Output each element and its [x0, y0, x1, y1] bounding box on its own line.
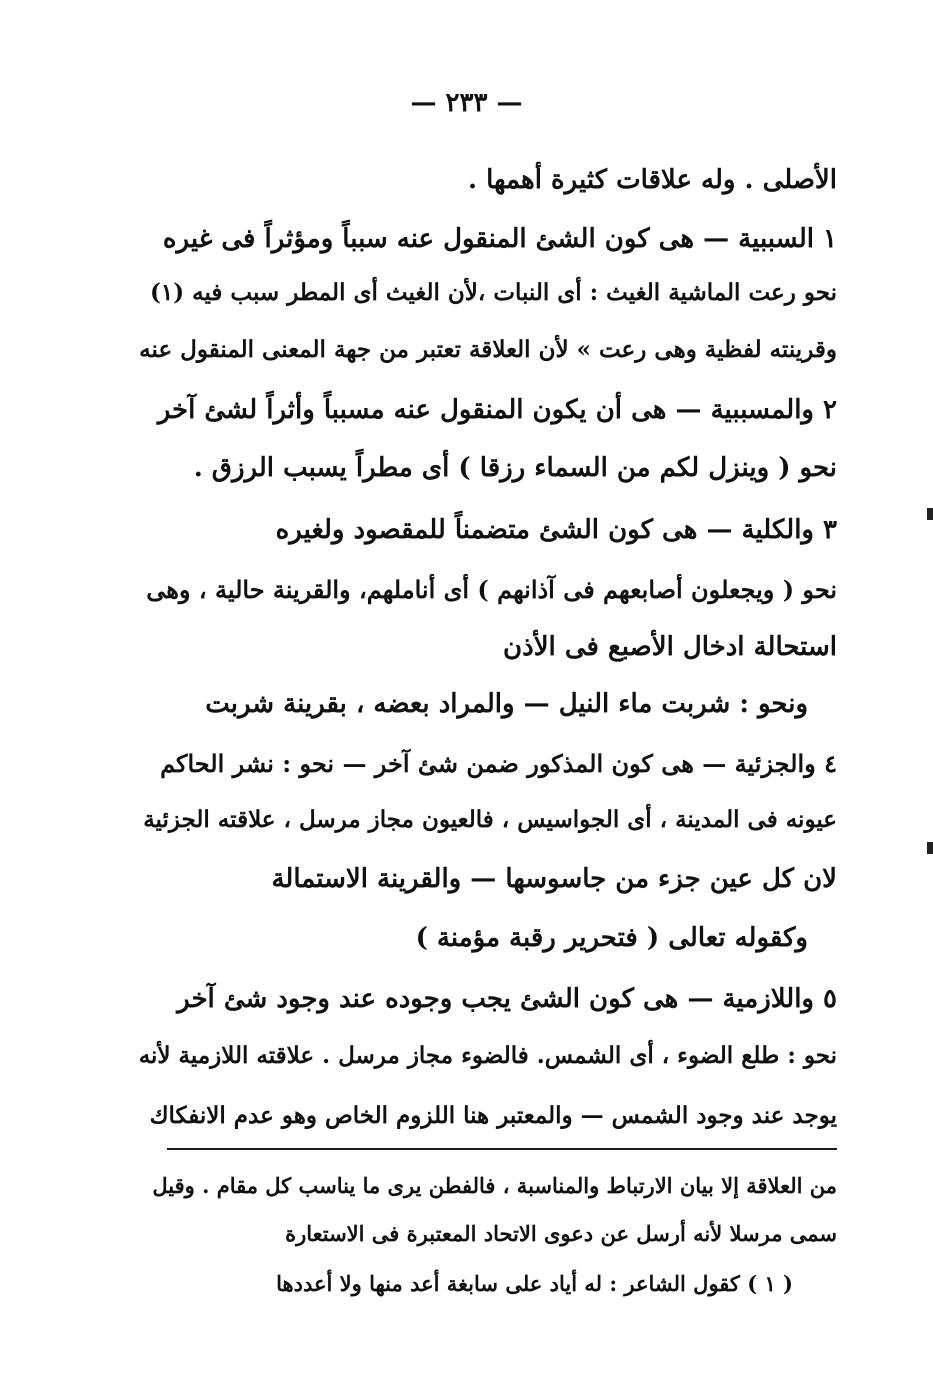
page-edge-mark: [927, 842, 933, 854]
body-line: وكقوله تعالى ( فتحرير رقبة مؤمنة ): [415, 923, 808, 953]
body-line: نحو ( وينزل لكم من السماء رزقا ) أى مطراً يسبب الرزق .: [193, 453, 837, 483]
body-line: نحو : طلع الضوء ، أى الشمس. فالضوء مجاز مرسل . علاقته اللازمية لأنه: [138, 1042, 837, 1069]
body-line: ٣ والكلية — هى كون الشئ متضمناً للمقصود ولغيره: [275, 515, 837, 545]
footnote-line: سمى مرسلا لأنه أرسل عن دعوى الاتحاد المعتبرة فى الاستعارة: [285, 1221, 837, 1246]
body-line: لان كل عين جزء من جاسوسها — والقرينة الاستمالة: [271, 864, 837, 894]
body-line: عيونه فى المدينة ، أى الجواسيس ، فالعيون مجاز مرسل ، علاقته الجزئية: [143, 806, 837, 833]
body-line: ٤ والجزئية — هى كون المذكور ضمن شئ آخر — نحو : نشر الحاكم: [160, 749, 837, 778]
footnote-separator: [167, 1148, 837, 1150]
body-line: نحو ( ويجعلون أصابعهم فى آذانهم ) أى أناملهم، والقرينة حالية ، وهى: [146, 575, 837, 604]
body-line: ونحو : شربت ماء النيل — والمراد بعضه ، بقرينة شربت: [205, 689, 808, 719]
page-edge-mark: [927, 508, 933, 520]
body-line: يوجد عند وجود الشمس — والمعتبر هنا اللزوم الخاص وهو عدم الانفكاك: [149, 1102, 837, 1129]
body-line: نحو رعت الماشية الغيث : أى النبات ،لأن الغيث أى المطر سبب فيه (١): [149, 279, 837, 306]
body-line: ٢ والمسببية — هى أن يكون المنقول عنه مسبباً وأثراً لشئ آخر: [157, 395, 837, 425]
body-line: استحالة ادخال الأصبع فى الأذن: [503, 632, 837, 662]
footnote-line: ( ١ ) كقول الشاعر : له أياد على سابغة أعد منها ولا أعددها: [276, 1271, 793, 1296]
body-line: ٥ واللازمية — هى كون الشئ يجب وجوده عند وجود شئ آخر: [177, 984, 837, 1014]
page-number: — ٢٣٣ —: [410, 88, 523, 118]
footnote-line: من العلاقة إلا بيان الارتباط والمناسبة ، فالفطن يرى ما يناسب كل مقام . وقيل: [152, 1173, 837, 1198]
body-line: ١ السببية — هى كون الشئ المنقول عنه سبباً ومؤثراً فى غيره: [162, 224, 837, 254]
body-line: الأصلى . وله علاقات كثيرة أهمها .: [467, 165, 837, 195]
body-line: وقرينته لفظية وهى رعت » لأن العلاقة تعتبر من جهة المعنى المنقول عنه: [139, 336, 837, 363]
